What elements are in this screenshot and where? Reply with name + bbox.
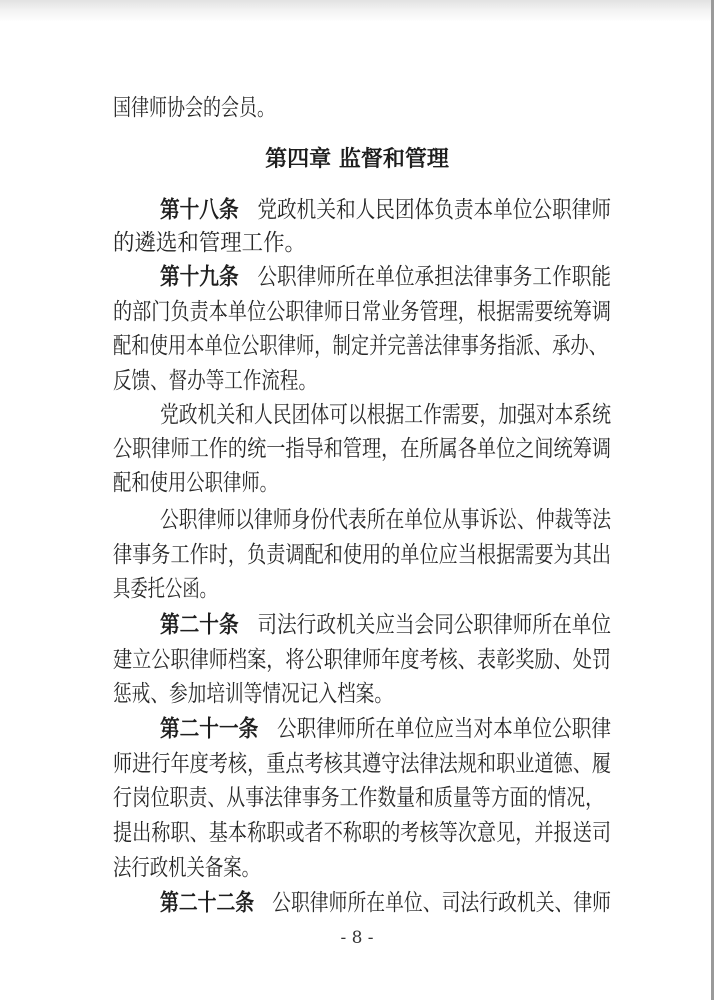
article-21-line-2: 师进行年度考核，重点考核其遵守法律法规和职业道德、履	[113, 751, 611, 777]
article-18-text: 党政机关和人民团体负责本单位公职律师	[257, 197, 611, 223]
article-20-label: 第二十条	[160, 612, 239, 638]
paragraph-continuation: 国律师协会的会员。	[113, 95, 275, 121]
chapter-title: 第四章 监督和管理	[265, 147, 449, 172]
article-20-line-3: 惩戒、参加培训等情况记入档案。	[113, 681, 393, 707]
article-19-para2-line-3: 配和使用公职律师。	[113, 470, 278, 496]
article-21-line-4: 提出称职、基本称职或者不称职的考核等次意见，并报送司	[113, 820, 611, 846]
article-22-line-1	[160, 888, 611, 918]
article-21-line-5: 法行政机关备案。	[113, 855, 260, 881]
article-21-line-1	[160, 714, 611, 744]
article-19-label: 第十九条	[160, 264, 239, 290]
article-19-para3-line-1: 公职律师以律师身份代表所在单位从事诉讼、仲裁等法	[160, 507, 611, 533]
article-22-text: 公职律师所在单位、司法行政机关、律师	[272, 890, 611, 916]
article-19-para2-line-2: 公职律师工作的统一指导和管理，在所属各单位之间统筹调	[113, 436, 611, 462]
scan-top-shadow	[0, 0, 714, 22]
article-19-line-4: 反馈、督办等工作流程。	[113, 368, 317, 394]
article-19-line-1	[160, 262, 611, 292]
article-20-line-2: 建立公职律师档案，将公职律师年度考核、表彰奖励、处罚	[113, 647, 611, 673]
article-18-line-2: 的遴选和管理工作。	[113, 230, 306, 256]
article-18-line-1	[160, 195, 611, 225]
article-19-text: 公职律师所在单位承担法律事务工作职能	[257, 264, 611, 290]
article-21-line-3: 行岗位职责、从事法律事务工作数量和质量等方面的情况，	[113, 785, 604, 811]
article-22-label: 第二十二条	[160, 890, 255, 916]
article-19-line-2: 的部门负责本单位公职律师日常业务管理，根据需要统筹调	[113, 299, 611, 325]
article-19-para3-line-3: 具委托公函。	[113, 576, 217, 602]
article-20-line-1	[160, 610, 611, 640]
article-21-text: 公职律师所在单位应当对本单位公职律	[277, 716, 611, 742]
page-number: - 8 -	[340, 928, 374, 948]
article-18-label: 第十八条	[160, 197, 239, 223]
article-21-label: 第二十一条	[160, 716, 259, 742]
article-19-para3-line-2: 律事务工作时，负责调配和使用的单位应当根据需要为其出	[113, 542, 611, 568]
article-19-para2-line-1: 党政机关和人民团体可以根据工作需要，加强对本系统	[160, 402, 611, 428]
article-20-text: 司法行政机关应当会同公职律师所在单位	[257, 612, 611, 638]
article-19-line-3: 配和使用本单位公职律师，制定并完善法律事务指派、承办、	[113, 333, 607, 359]
